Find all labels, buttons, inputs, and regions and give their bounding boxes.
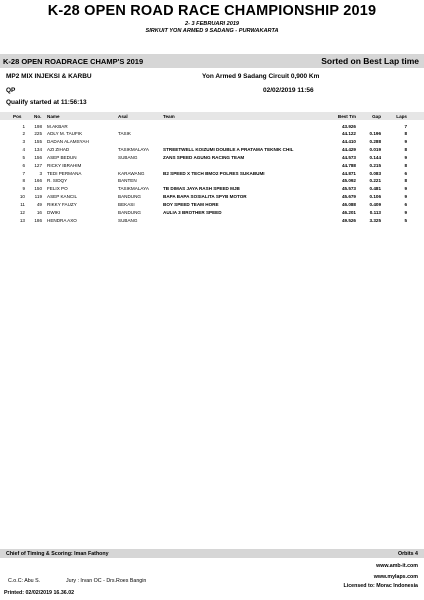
cell-laps: 7: [404, 123, 407, 129]
cell-gap: 3.325: [369, 217, 381, 223]
cell-name: HENDRA AXO: [47, 217, 77, 223]
cell-pos: 13: [19, 217, 25, 223]
cell-team: BOY SPEED TEAM HORE: [163, 202, 219, 207]
cell-no: 16: [36, 209, 42, 215]
cell-gap: 0.481: [369, 186, 381, 192]
cell-pos: 9: [22, 186, 25, 192]
cell-best: 46.201: [341, 209, 356, 215]
cell-laps: 6: [404, 170, 407, 176]
cell-best: 44.429: [341, 147, 356, 153]
cell-pos: 4: [22, 147, 25, 153]
cell-no: 49: [36, 202, 42, 207]
website-amb: www.amb-it.com: [376, 563, 418, 569]
cell-asal: KARAWANG: [118, 170, 145, 176]
cell-pos: 12: [19, 209, 25, 215]
cell-asal: BANTEN: [118, 178, 137, 184]
cell-best: 44.410: [341, 139, 356, 145]
cell-team: ZANS SPEED AGUNG RACING TEAM: [163, 154, 245, 160]
cell-name: ASEP KANCIL: [47, 194, 78, 200]
cell-no: 166: [34, 178, 42, 184]
cell-gap: 0.288: [369, 139, 381, 145]
cell-pos: 6: [22, 162, 25, 168]
cell-name: DADAN ALAMSYAH: [47, 139, 89, 145]
licensed-to: Licensed to: Morac Indonesia: [343, 583, 418, 589]
cell-laps: 5: [404, 217, 407, 223]
cell-asal: TASIKMALAYA: [118, 147, 149, 153]
cell-best: 44.871: [341, 170, 356, 176]
cell-no: 119: [34, 194, 42, 200]
cell-best: 45.679: [341, 194, 356, 200]
cell-team: STREETWELL KOIZUMI DOUBLE A PRATAMA TEKNIK CHIL: [163, 147, 294, 153]
cell-best: 44.573: [341, 154, 356, 160]
cell-laps: 9: [404, 186, 407, 192]
col-gap: Gap: [372, 113, 381, 119]
cell-asal: BANDUNG: [118, 194, 141, 200]
cell-asal: TASIKMALAYA: [118, 186, 149, 192]
cell-best: 49.526: [341, 217, 356, 223]
cell-asal: TASIK: [118, 131, 131, 137]
cell-name: ADLY M. TAUFIK: [47, 131, 83, 137]
cell-laps: 9: [404, 194, 407, 200]
cell-team: TB DIMAS JAYA RASH SPEED MJB: [163, 186, 240, 192]
event-dates: 2- 3 FEBRUARI 2019: [184, 21, 240, 27]
cell-asal: BANDUNG: [118, 209, 141, 215]
cell-laps: 8: [404, 131, 407, 137]
session-datetime: 02/02/2019 11:56: [263, 87, 314, 94]
cell-no: 186: [34, 217, 42, 223]
cell-pos: 11: [20, 202, 25, 207]
cell-team: BAPA BAPA SOSIALITA SPYB MOTOR: [163, 194, 247, 200]
col-asal: Asal: [118, 113, 128, 119]
cell-gap: 0.409: [369, 202, 381, 207]
col-team: Team: [163, 113, 175, 119]
col-no: No.: [34, 113, 42, 119]
session-code: QP: [6, 87, 16, 94]
printed-timestamp: Printed: 02/02/2019 16.36.02: [4, 590, 75, 596]
cell-laps: 9: [404, 154, 407, 160]
col-name: Name: [47, 113, 60, 119]
cell-laps: 6: [404, 202, 407, 207]
cell-pos: 5: [22, 154, 25, 160]
cell-name: RIKKY FAUZY: [47, 202, 77, 207]
cell-best: 44.122: [341, 131, 356, 137]
championship-name: K-28 OPEN ROADRACE CHAMP'S 2019: [3, 57, 144, 66]
cell-gap: 0.215: [369, 162, 381, 168]
cell-asal: SUBANG: [118, 217, 138, 223]
cell-pos: 1: [22, 123, 25, 129]
cell-laps: 8: [404, 178, 407, 184]
cell-gap: 0.144: [369, 154, 381, 160]
cell-gap: 0.221: [369, 178, 381, 184]
col-laps: Laps: [396, 113, 407, 119]
circuit-name: Yon Armed 9 Sadang Circuit 0,900 Km: [202, 73, 320, 80]
cell-team: B2 SPEED X TECH BMO2 POLRES SUKABUMI: [163, 170, 265, 176]
cell-pos: 2: [22, 131, 25, 137]
cell-name: AZI ZIHAD: [47, 147, 70, 153]
cell-name: R. SIDQY: [47, 178, 68, 184]
cell-name: FELIX PO: [47, 186, 68, 192]
clerk-of-course: C.o.C: Abu S.: [8, 578, 41, 584]
col-pos: Pos: [13, 113, 22, 119]
cell-gap: 0.083: [369, 170, 381, 176]
class-name: MP2 MIX INJEKSI & KARBU: [6, 73, 92, 80]
cell-no: 225: [34, 131, 42, 137]
cell-gap: 0.019: [369, 147, 381, 153]
cell-gap: 0.113: [369, 209, 381, 215]
chief-of-timing: Chief of Timing & Scoring: Iman Fathony: [6, 550, 109, 557]
cell-name: M.AKBAR: [47, 123, 68, 129]
orbits-version: Orbits 4: [397, 550, 418, 557]
cell-no: 134: [34, 147, 42, 153]
page-title: K-28 OPEN ROAD RACE CHAMPIONSHIP 2019: [47, 3, 377, 19]
cell-no: 127: [34, 162, 42, 168]
cell-pos: 10: [19, 194, 25, 200]
cell-pos: 8: [22, 178, 25, 184]
cell-no: 3: [39, 170, 42, 176]
cell-no: 150: [34, 186, 42, 192]
sort-label: Sorted on Best Lap time: [321, 56, 419, 66]
cell-best: 46.088: [341, 202, 356, 207]
cell-laps: 8: [404, 147, 407, 153]
cell-asal: BEKASI: [118, 202, 135, 207]
cell-best: 43.926: [341, 123, 356, 129]
qualify-start: Qualify started at 11:56:13: [6, 99, 87, 106]
website-mylaps: www.mylaps.com: [373, 574, 418, 580]
cell-pos: 3: [22, 139, 25, 145]
cell-no: 155: [34, 139, 42, 145]
cell-team: AULIA 3 BROTHER SPEED: [163, 209, 222, 215]
cell-name: RICKY IBRAHIM: [47, 162, 82, 168]
cell-pos: 7: [22, 170, 25, 176]
cell-best: 45.573: [341, 186, 356, 192]
cell-best: 44.788: [341, 162, 356, 168]
cell-best: 45.092: [341, 178, 356, 184]
cell-gap: 0.196: [369, 131, 381, 137]
cell-laps: 9: [404, 139, 407, 145]
cell-name: ASEP BEDUN: [47, 154, 77, 160]
cell-name: DWIKI: [47, 209, 61, 215]
cell-laps: 8: [404, 162, 407, 168]
cell-asal: SUBANG: [118, 154, 138, 160]
cell-name: TEDI PERMANA: [47, 170, 82, 176]
cell-no: 198: [34, 123, 42, 129]
col-best: Best Tm: [337, 113, 356, 119]
event-venue: SIRKUIT YON ARMED 9 SADANG - PURWAKARTA: [145, 28, 279, 34]
cell-no: 156: [34, 154, 42, 160]
jury: Jury : Irvan OC - Drs.Roes Bangin: [66, 578, 147, 584]
cell-laps: 9: [404, 209, 407, 215]
cell-gap: 0.106: [369, 194, 381, 200]
